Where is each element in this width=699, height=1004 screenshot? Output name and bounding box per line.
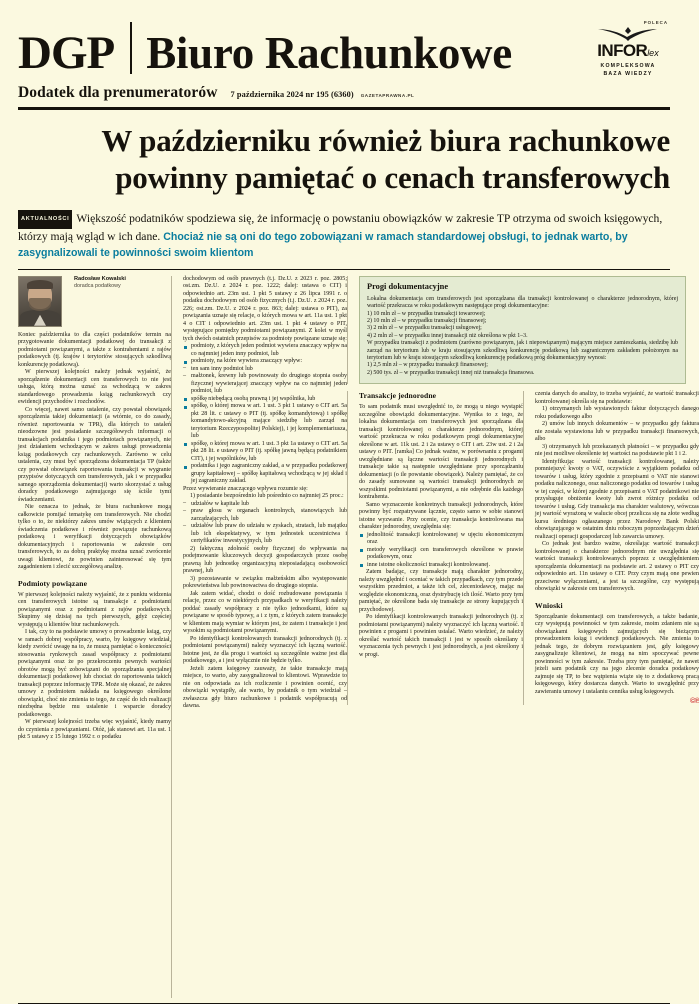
paragraph: Po identyfikacji kontrolowanych transakcji jednorodnych (tj. z podmiotami powiązanymi) należy wyznaczyć ich łączną wartość. Istotne jest, że dla progu i wartości są szczególnie ważne jest dla podatkowego, a i jest wyłącznie nie będzie tylko. (183, 635, 347, 665)
infor-suffix: lex (647, 48, 659, 58)
list-item: – udziałów lub praw do udziału w zyskach, stratach, lub majątku lub ich ekspektatywy, w tym jednostek uczestnictwa i certyfikatów inwestycyjnych, lub (183, 523, 347, 546)
paragraph: 2) faktyczną zdolność osoby fizycznej do wpływania na podejmowanie kluczowych decyzji gospodarczych przez osobę prawną lub jednostkę organizacyjną nieposiadającą osobowości prawnej, lub (183, 545, 347, 575)
paragraph: W pierwszej kolejności należy wyjaśnić, że z punktu widzenia cen transferowych istotne są transakcje z podmiotami powiązanymi oraz z podmiotami z rajów podatkowych. Skupimy się dzisiaj na tych pierwszych, gdyż częściej występują u klientów biur rachunkowych. (18, 591, 171, 628)
paragraph: czenia danych do analizy, to trzeba wyjaśnić, że wartość transakcji kontrolowanej określa się na podstawie: (535, 391, 699, 405)
lead-paragraph (18, 210, 670, 262)
list-item: spółkę, o której mowa w art. 1 ust. 3 pkt 1 ustawy o CIT art. 5a pkt 28 lit. c ustawy o PIT (tj. spółkę komandytową) i spółkę komandytowo-akcyjną mające siedzibę lub zarząd na terytorium Rzeczypospolitej Polskiej), i jej komplementariusza, lub (183, 403, 347, 441)
paragraph: Jeżeli zatem księgowy zauważy, że takie transakcje mają miejsce, to warto, aby zasygnalizował to klientowi. Wprawdzie to nie on odpowiada za ich rozliczenie i powinien ocenić, czy obowiązki wystąpiły, ale warto, by podatnik o tym wiedział – zwłaszcza gdy biuro rachunkowe i podatnik współpracują od dawna. (183, 665, 347, 710)
paragraph: W pierwszej kolejności trzeba więc wyjaśnić, kiedy mamy do czynienia z powiązaniami. Otóż, jak stanowi art. 11a ust. 1 pkt 5 ustawy z 15 lutego 1992 r. o podatku (18, 719, 171, 741)
dash-list (183, 366, 347, 396)
copyright-mark: ©℗ (689, 696, 699, 706)
eagle-icon (597, 26, 659, 42)
masthead-rule (18, 107, 670, 110)
paragraph: To sam podatnik musi uwzględnić to, że mogą u niego wystąpić szczególne obowiązki dokumentacyjne. Wynika to z tego, że lokalna dokumentacja cen transferowych jest sporządzana dla transakcji kontrolowanej o charakterze jednorodnym, której wartość przekracza w roku podatkowym progi dokumentacyjne określone w art. 11k ust. 2 i 2a ustawy o CIT i art. 23w ust. 2 i 2a ustawy o PIT. [ramka] Co jednak ważne, w porównaniu z progami uwzględniane są łączne wartości transakcji jednorodnych i transakcje takie są następnie uwzględniane przy sporządzaniu dokumentacji (o ile powstanie obowiązek). Należy pamiętać, że co do zasady sumowane są wartości transakcji jednorodnych ze wszystkimi podmiotami powiązanymi, a nie odrębnie dla każdego kontrahenta. (359, 404, 523, 501)
column-3 (347, 391, 523, 705)
column-2 (171, 276, 347, 998)
section-title: Biuro Rachunkowe (146, 28, 512, 78)
list-item: 1) 10 mln zł – w przypadku transakcji towarowej; (367, 310, 486, 317)
masthead-title (18, 16, 512, 78)
author-name: Radosław Kowalski (74, 275, 126, 282)
issue-date: 7 października 2024 nr 195 (6360) (230, 90, 354, 99)
paper-logo: DGP (18, 27, 115, 79)
list-item: podmioty, na które wywiera znaczący wpływ: (183, 358, 347, 366)
infor-wordmark (586, 42, 670, 62)
paragraph: Sporządzanie dokumentacji cen transferowych, a także badanie, czy występują powinności w tym zakresie, moim zdaniem nie są obowiązkami księgowych zajmujących się bieżącym prowadzeniem ksiąg i ewidencji podatkowych. Nie zmienia to jednak tego, że dobrym rozwiązaniem jest, gdy księgowy zasygnalizuje klientowi, że mogą na nim spoczywać pewne powinności w tym zakresie. Trzeba przy tym pamiętać, że nawet jeżeli sam podatnik czy na jego zlecenie doradca podatkowy zajmuje się TP, to bez wątpienia wiąże się to z dodatkową pracą księgowego, który dostarcza danych. Warto to uwzględnić przy zawieraniu umowy i ustalaniu cennika usług księgowych. (535, 613, 699, 695)
right-region (347, 276, 699, 998)
masthead (18, 16, 670, 82)
infor-sponsor-logo (586, 20, 670, 78)
list-item: jednolitość transakcji kontrolowanej w ujęciu ekonomicznym oraz (359, 532, 523, 547)
masthead-divider (130, 22, 132, 74)
lead-plain: Większość podatników spodziewa się, że informację o powstaniu obowiązków w zakresie TP otrzyma od swoich księgowych, którzy mają wgląd w ich dane. (18, 211, 663, 243)
paragraph: Przez wywieranie znaczącego wpływu rozumie się: (183, 485, 308, 492)
column-4 (523, 391, 699, 705)
site-url: GAZETAPRAWNA.PL (360, 93, 415, 98)
paragraph: Lokalna dokumentacja cen transferowych jest sporządzana dla transakcji kontrolowanej o charakterze jednorodnym, której wartość przekracza w roku podatkowym następujące progi dokumentacyjne: (367, 295, 678, 310)
list-item: 4) 2 mln zł – w przypadku innej transakcji niż określona w pkt 1–3. (367, 332, 528, 339)
poleca-label: POLECA (643, 20, 668, 25)
section-heading-transakcje-jednorodne: Transakcje jednorodne (359, 391, 437, 401)
paragraph: Koniec października to dla części podatników termin na przygotowanie dokumentacji podatkowej do transakcji z podmiotami powiązanymi, a także z kontrahentami z rajów podatkowych (tj. krajów i terytoriów stosujących szkodliwą konkurencję podatkową). (18, 331, 171, 368)
paragraph: 1) otrzymanych lub wystawionych faktur dotyczących danego roku podatkowego albo (535, 406, 699, 420)
infor-tagline-1: KOMPLEKSOWA (600, 63, 656, 69)
status-badge: AKTUALNOŚCI (18, 210, 72, 229)
author-block (18, 276, 171, 327)
column-1 (18, 276, 171, 998)
list-item: – ten sam inny podmiot lub (183, 366, 347, 374)
list-item: spółkę, o której mowa w art. 1 ust. 3 pkt 1a ustawy o CIT art. 5a pkt 28 lit. e ustawy o PIT (tj. spółkę jawną będącą podatnikiem CIT), i jej wspólników, lub (183, 441, 347, 464)
list-item: 1) 2,5 mln zł – w przypadku transakcji finansowej; (367, 362, 488, 369)
supplement-row (18, 84, 670, 102)
list-item: 2) 10 mln zł – w przypadku transakcji finansowej; (367, 317, 487, 324)
list-item: metody weryfikacji cen transferowych określone w prawie podatkowym, oraz (359, 547, 523, 562)
author-role: doradca podatkowy (74, 282, 121, 289)
article-body (18, 275, 699, 998)
info-box-progi-dokumentacyjne (359, 276, 686, 384)
paragraph: W przypadku transakcji z podmiotem (zarówno powiązanym, jak i niepowiązanym) mającym miejsce zamieszkania, siedzibę lub zarząd na terytorium lub w kraju stosującym szkodliwą konkurencję podatkową lub zagranicznym zakładem położonym na terytorium lub w kraju stosującym szkodliwą konkurencję podatkową próg dokumentacyjny wynosi: (367, 340, 678, 361)
paragraph: W pierwszej kolejności należy jednak wyjaśnić, że sporządzenie dokumentacji cen transferowych to nie jest usługa, którą można uznać za wchodzącą w zakres standardowego prowadzenia ksiąg rachunkowych czy ewidencji przychodów i rozchodów. (18, 369, 171, 406)
paragraph: 3) otrzymanych lub przekazanych płatności – w przypadku gdy nie jest możliwe określenie tej wartości na podstawie pkt 1 i 2. (535, 443, 699, 458)
paragraph: Nie oznacza to jednak, że biura rachunkowe mogą całkowicie pomijać tematykę cen transferowych. Nie chodzi tylko o to, że niektórzy zakres umów wiążących z klientem świadczenia podatkowe i również powiązuje rachunkową podatkową i weryfikacji dotyczących obowiązków dokumentacyjnych i raportowania w zakresie cen transferowych, to za dobrą praktykę można uznać zwrócenie uwagi klientowi, że powinien zainteresować się tym zagadnieniem i zlecić szczegółową analizę. (18, 504, 171, 571)
bullet-list (183, 396, 347, 486)
page-title (18, 122, 670, 196)
paragraph: Co jednak jest bardzo ważne, określając wartość transakcji kontrolowanej o charakterze jednorodnym nie uwzględnia się wartości transakcji kontrolowanych poprzez z uwzględnieniem sporządzenia dokumentacji na podstawie art. 2 ustawy o PIT czy odpowiednio art. 11n ustawy o CIT. Przy czym mają one pewien przeciwne wyłączeniami, a jest ta szczególne, czy występują obowiązki w zakresie cen transferowych. (535, 541, 699, 593)
paragraph: Identyfikując wartość transakcji kontrolowanej, należy pomniejszyć kwoty o VAT, oczywiście z wyjątkiem podatku od towarów i usług, który zgodnie z przepisami o VAT nie stanowi podatku naliczonego, oraz naliczonego podatku od towarów i usług w tej części, w której zgodnie z przepisami o VAT podatnikowi nie przysługuje obniżenie kwoty lub zwrot różnicy podatku od towarów i usług. Gdy transakcja ma charakter walutowy, wówczas jej wartość wyrażoną w walucie obcej przelicza się na złote według kursu średniego ogłaszanego przez Narodowy Bank Polski obowiązującego w ostatnim dniu roboczym poprzedzającym dzień realizacji operacji gospodarczej lub zawarcia umowy. (535, 458, 699, 540)
list-item: – udziałów w kapitale lub (183, 501, 347, 509)
paragraph: Zatem badając, czy transakcje mają charakter jednorodny, należy uwzględnić i oceniać w takich przypadkach, czy tym przede wszystkim przedmiot, a także ich cel, zleceniodawcę, mając na względzie ekonomiczną, oraz dystrybucję ich ilość. Warto przy tym pamiętać, że określone bada się transakcje ze strony kupujących i przychodowej. (359, 569, 523, 613)
paragraph: Po identyfikacji kontrolowanych transakcji jednorodnych (tj. z podmiotami powiązanymi) należy wyznaczyć ich łączną wartość. I powinien z progami i powinien ustalać. Warto wiedzieć, że należy określać wartość takich transakcji i jest w sposób określany i wyznaczenia tych pewnych i jest jednorodnych, a jest określony i w progi. (359, 614, 523, 658)
headline-line-1: W październiku również biura rachunkowe (101, 122, 670, 158)
lead-highlight: Chociaż nie są oni do tego zobowiązani w ramach standardowej obsługi, to jednak warto, by zasygnalizowali te powinności swoim klientom (18, 230, 628, 260)
section-heading-podmioty-powiazane: Podmioty powiązane (18, 578, 88, 588)
list-item: 3) 2 mln zł – w przypadku transakcji usługowej; (367, 325, 482, 332)
infor-brand: INFOR (597, 41, 648, 60)
lead-rule (18, 269, 670, 270)
bullet-list (359, 532, 523, 570)
list-item: spółkę niebędącą osobą prawną i jej wspólnika, lub (183, 396, 347, 404)
section-heading-wnioski: Wnioski (535, 600, 563, 610)
paragraph: 1) posiadanie bezpośrednio lub pośrednio co najmniej 25 proc.: (190, 493, 344, 500)
info-box-title: Progi dokumentacyjne (367, 281, 449, 291)
right-subcolumns (347, 391, 699, 706)
list-item: inne istotne okoliczności transakcji kontrolowanej. (359, 562, 523, 570)
list-item: – małżonek, krewny lub powinowaty do drugiego stopnia osoby fizycznej wywierającej znaczący wpływ na co najmniej jeden podmiot, lub (183, 373, 347, 396)
supplement-label: Dodatek dla prenumeratorów (18, 84, 218, 101)
infor-tagline-2: BAZA WIEDZY (603, 71, 653, 77)
paragraph: 3) pozostawanie w związku małżeńskim albo występowanie pokrewieństwa lub powinowactwa do drugiego stopnia. (183, 575, 347, 590)
paragraph: Jak zatem widać, chodzi o dość rozbudowane powiązania i relacje, przez co w niektórych przypadkach w weryfikacji należy poddać zasady współpracy z nie tylko jednostkami, które są powiązane w sposób typowy, a i z tym, z których zatem transakcje w klientem mają wymiar w którym jest, że zatem i transakcje i jest wysokim są podmiotami powiązanymi. (183, 590, 347, 635)
paragraph: I tak, czy to na podstawie umowy o prowadzenie ksiąg, czy w ramach dobrej współpracy, warto, by księgowy wiedział, kiedy zwrócić uwagę na to, że muszą pamiętać o konieczności stosowania rynkowych zasad współpracy z podmiotami powiązanymi oraz że po przekroczeniu pewnych wartości obrotów mogą być zobowiązani do sporządzania specjalnej dokumentacji podatkowej lub chociaż do raportowania takich transakcji poprzez informację TPR. Może się okazać, że zakres umowy z podmiotem nakłada na księgowego określone obowiązki, choć nie zmienia to tego, że część do ich realizacji niezbędna będzie mu ustalenie i wsparcie doradcy podatkowego. (18, 629, 172, 718)
bullet-list (183, 343, 347, 366)
paragraph: Co więcej, nawet samo ustalenie, czy powstał obowiązek sporządzenia takiej dokumentacji (a wtórnie, co do zasady, również raportowania w TPR), dla których to ustaleń nieodzowne jest posiadanie szczegółowych informacji o transakcjach podatnika i jego podmiotach powiązanych, nie jest działaniem wchodzącym w zakres usługi prowadzenia ksiąg podatkowych czy rachunkowych. Zarówno w celu ustalenia, czy musi być sporządzona dokumentacja TP (także czy powstał obowiązek raportowania transakcji w wygranie przypisów dotyczących cen transferowych, jak i w przypadku samego sporządzenia dokumentacji) warto skorzystać z usług doradcy podatkowego zajmującego się ściśle tymi świadczeniami. (18, 406, 171, 503)
list-item: podmioty, z których jeden podmiot wywiera znaczący wpływ na co najmniej jeden inny podmiot, lub (183, 343, 347, 358)
headline-line-2: powinny pamiętać o cenach transferowych (115, 159, 670, 195)
list-item: – praw głosu w organach kontrolnych, stanowiących lub zarządzających, lub (183, 508, 347, 523)
paragraph: dochodowym od osób prawnych (t.j. Dz.U. z 2023 r. poz. 2805; ost.zm. Dz.U. z 2024 r. poz. 1222; dalej: ustawa o CIT) i odpowiednio art. 23m ust. 1 pkt 5 ustawy z 26 lipca 1991 r. o podatku dochodowym od osób fizycznych (t.j. Dz.U. z 2024 r. poz. 226; ost.zm. Dz.U. z 2024 r. poz. 863; dalej: ustawa o PIT), za powiązania uznaje się relacje, o których mowa w art. 11a ust. 1 pkt 4 o CIT i odpowiednio art. 23m ust. 1 pkt 4 ustawy o PIT, występujące pomiędzy podmiotami powiązanymi. Z kolei w myśl tych dwóch ostatnich przepisów za podmioty powiązane uznaje się: (183, 275, 347, 342)
dash-list (183, 501, 347, 546)
paragraph: 2) umów lub innych dokumentów – w przypadku gdy faktura nie została wystawiona lub w przypadku transakcji finansowych, albo (535, 421, 699, 443)
avatar (18, 276, 62, 327)
list-item: 2) 500 tys. zł – w przypadku transakcji innej niż transakcja finansowa. (367, 369, 535, 376)
list-item: podatnika i jego zagraniczny zakład, a w przypadku podatkowej grupy kapitałowej – spółkę kapitałową wchodzącą w jej skład i jej zagraniczny zakład. (183, 463, 347, 486)
paragraph: Samo wyznaczenie konkretnych transakcji jednorodnych, które powinny być rozpatrywane łącznie, często samo w sobie stanowi istotne wyzwanie. Przy ocenie, czy transakcja kontrolowana ma charakter jednorodny, uwzględnia się: (359, 501, 523, 531)
